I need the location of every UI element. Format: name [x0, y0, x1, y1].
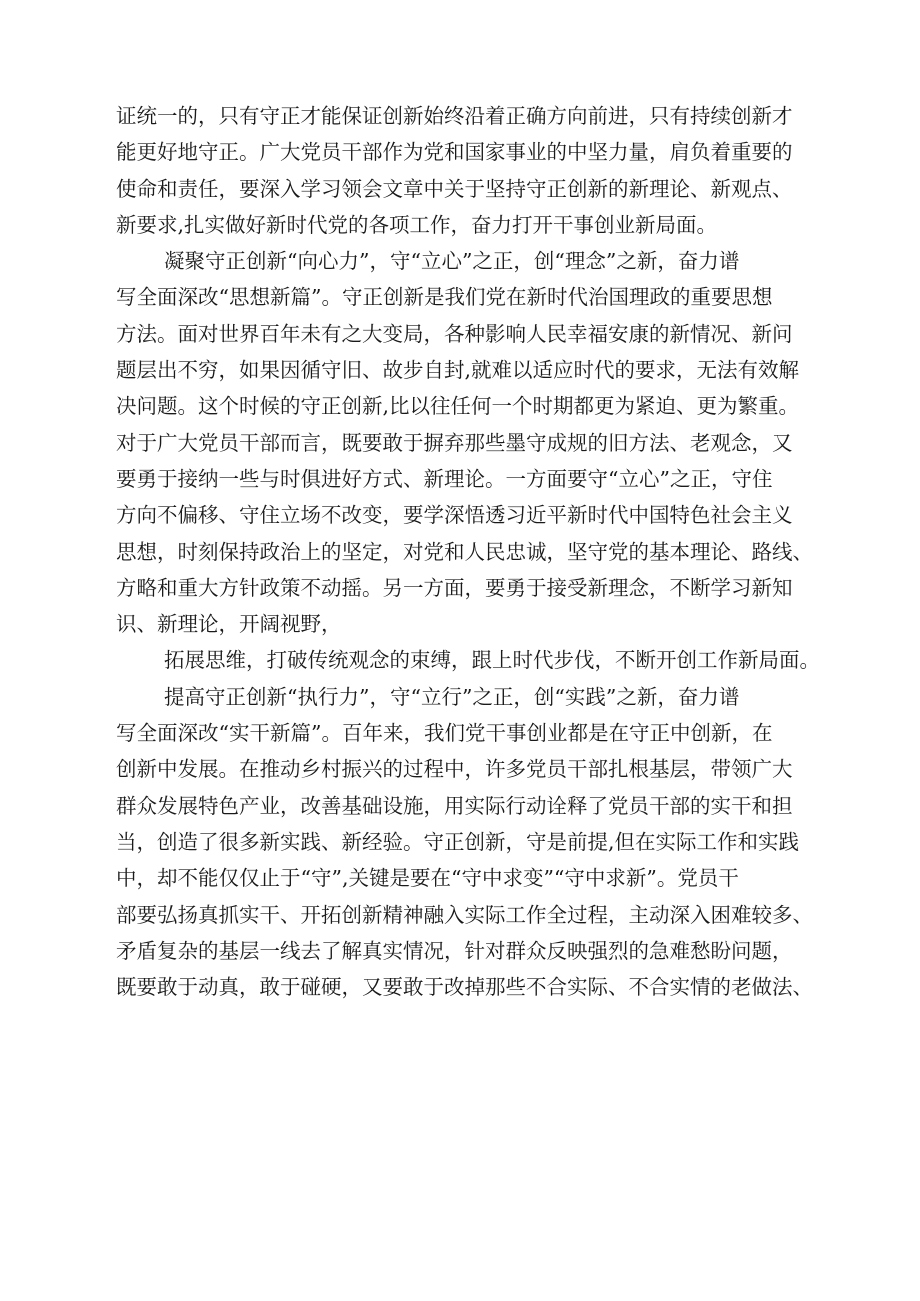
paragraph-first-line: 凝聚守正创新“向心力”，守“立心”之正，创“理念”之新，奋力谱: [164, 249, 740, 274]
text-line: 矛盾复杂的基层一线去了解真实情况，针对群众反映强烈的急难愁盼问题，: [116, 938, 793, 963]
text-line: 使命和责任，要深入学习领会文章中关于坚持守正创新的新理论、新观点、: [116, 176, 793, 201]
text-line: 识、新理论，开阔视野，: [116, 612, 342, 637]
text-line: 中，却不能仅仅止于“守”,关键是要在“守中求变”“守中求新”。党员干: [116, 866, 739, 891]
text-line: 群众发展特色产业，改善基础设施，用实际行动诠释了党员干部的实干和担: [116, 793, 793, 818]
text-line: 要勇于接纳一些与时俱进好方式、新理论。一方面要守“立心”之正，守住: [116, 466, 773, 491]
paragraph-first-line: 拓展思维，打破传统观念的束缚，跟上时代步伐，不断开创工作新局面。: [164, 648, 820, 673]
paragraph-first-line: 提高守正创新“执行力”，守“立行”之正，创“实践”之新，奋力谱: [164, 684, 740, 709]
text-line: 能更好地守正。广大党员干部作为党和国家事业的中坚力量，肩负着重要的: [116, 140, 793, 165]
text-line: 部要弘扬真抓实干、开拓创新精神融入实际工作全过程，主动深入困难较多、: [116, 902, 813, 927]
text-line: 当，创造了很多新实践、新经验。守正创新，守是前提,但在实际工作和实践: [116, 829, 800, 854]
text-line: 新要求,扎实做好新时代党的各项工作，奋力打开干事创业新局面。: [116, 212, 718, 237]
text-line: 写全面深改“实干新篇”。百年来，我们党干事创业都是在守正中创新，在: [116, 721, 773, 746]
text-line: 写全面深改“思想新篇”。守正创新是我们党在新时代治国理政的重要思想: [116, 285, 773, 310]
text-line: 题层出不穷，如果因循守旧、故步自封,就难以适应时代的要求，无法有效解: [116, 358, 800, 383]
text-line: 思想，时刻保持政治上的坚定，对党和人民忠诚，坚守党的基本理论、路线、: [116, 539, 813, 564]
text-line: 证统一的，只有守正才能保证创新始终沿着正确方向前进，只有持续创新才: [116, 104, 793, 128]
text-line: 方法。面对世界百年未有之大变局，各种影响人民幸福安康的新情况、新问: [116, 321, 793, 346]
text-line: 方向不偏移、守住立场不改变，要学深悟透习近平新时代中国特色社会主义: [116, 503, 793, 528]
text-line: 对于广大党员干部而言，既要敢于摒弃那些墨守成规的旧方法、老观念，又: [116, 430, 793, 455]
body-text: [116, 98, 856, 1005]
text-line: 方略和重大方针政策不动摇。另一方面，要勇于接受新理念，不断学习新知: [116, 575, 793, 600]
text-line: 创新中发展。在推动乡村振兴的过程中，许多党员干部扎根基层，带领广大: [116, 757, 793, 782]
text-line: 决问题。这个时候的守正创新,比以往任何一个时期都更为紧迫、更为繁重。: [116, 394, 800, 419]
text-line: 既要敢于动真，敢于碰硬，又要敢于改掉那些不合实际、不合实情的老做法、: [116, 975, 813, 1000]
